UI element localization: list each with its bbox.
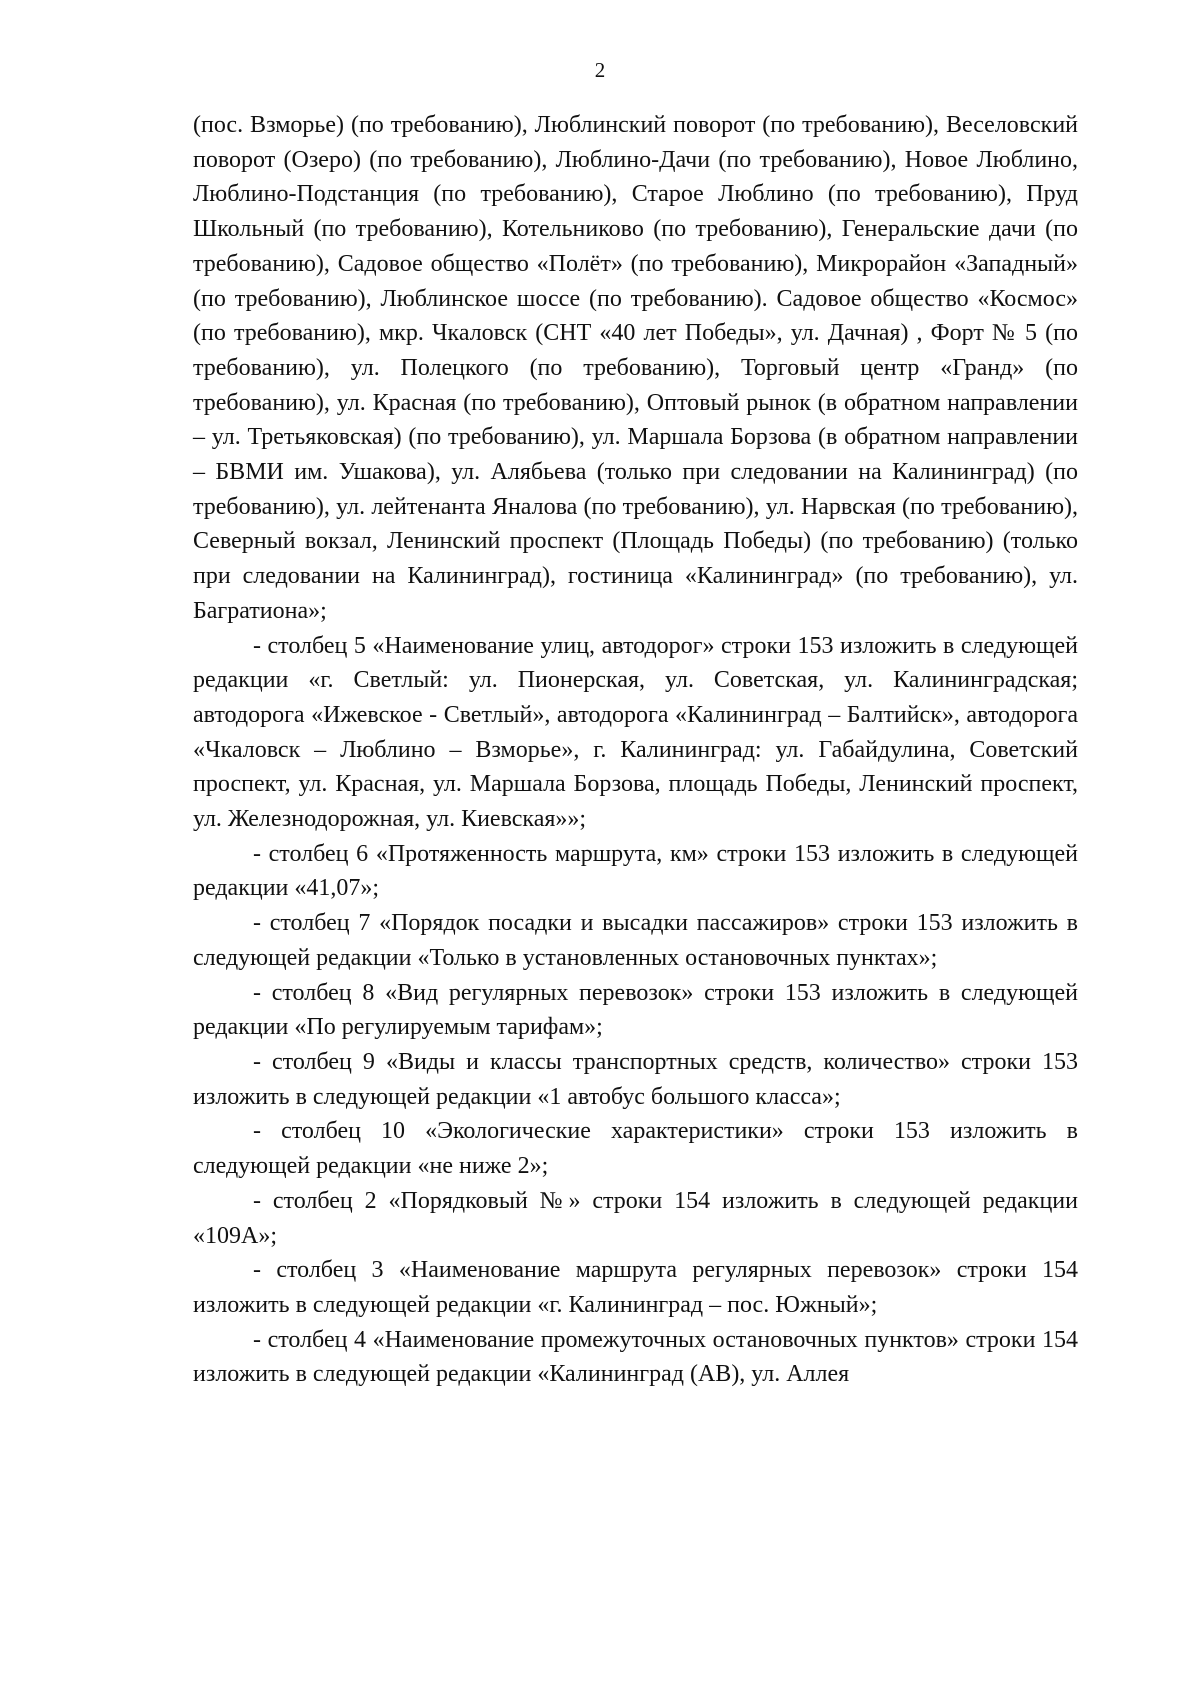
paragraph-stops-continuation: (пос. Взморье) (по требованию), Люблинский поворот (по требованию), Веселовский поворот (Озеро) (по требованию), Люблино-Дачи (по требованию), Новое Люблино, Люблино-Подстанция (по требованию), Старое Люблино (по требованию), Пруд Школьный (по требованию), Котельниково (по требованию), Генеральские дачи (по требованию), Садовое общество «Полёт» (по требованию), Микрорайон «Западный» (по требованию), Люблинское шоссе (по требованию). Садовое общество «Космос» (по требованию), мкр. Чкаловск (СНТ «40 лет Победы», ул. Дачная) , Форт № 5 (по требованию), ул. Полецкого (по требованию), Торговый центр «Гранд» (по требованию), ул. Красная (по требованию), Оптовый рынок (в обратном направлении – ул. Третьяковская) (по требованию), ул. Маршала Борзова (в обратном направлении – БВМИ им. Ушакова), ул. Алябьева (только при следовании на Калининград) (по требованию), ул. лейтенанта Яналова (по требованию), ул. Нарвская (по требованию), Северный вокзал, Ленинский проспект (Площадь Победы) (по требованию) (только при следовании на Калининград), гостиница «Калининград» (по требованию), ул. Багратиона»; [193,112,1078,624]
paragraph-column-10-row-153: - столбец 10 «Экологические характеристики» строки 153 изложить в следующей редакции «не ниже 2»; [193,1118,1078,1180]
paragraph-column-7-row-153: - столбец 7 «Порядок посадки и высадки пассажиров» строки 153 изложить в следующей редакции «Только в установленных остановочных пунктах»; [193,910,1078,971]
paragraph-column-4-row-154: - столбец 4 «Наименование промежуточных остановочных пунктов» строки 154 изложить в следующей редакции «Калининград (АВ), ул. Аллея [193,1326,1078,1388]
document-body [193,108,1078,1392]
paragraph-column-6-row-153: - столбец 6 «Протяженность маршрута, км» строки 153 изложить в следующей редакции «41,07»; [193,840,1078,902]
paragraph-column-9-row-153: - столбец 9 «Виды и классы транспортных средств, количество» строки 153 изложить в следующей редакции «1 автобус большого класса»; [193,1048,1078,1110]
paragraph-column-2-row-154: - столбец 2 «Порядковый №» строки 154 изложить в следующей редакции «109А»; [193,1187,1078,1249]
page-number: 2 [594,58,606,82]
paragraph-column-8-row-153: - столбец 8 «Вид регулярных перевозок» строки 153 изложить в следующей редакции «По регулируемым тарифам»; [193,979,1078,1041]
paragraph-column-5-row-153: - столбец 5 «Наименование улиц, автодорог» строки 153 изложить в следующей редакции «г. Светлый: ул. Пионерская, ул. Советская, ул. Калининградская; автодорога «Ижевское - Светлый», автодорога «Калининград – Балтийск», автодорога «Чкаловск – Люблино – Взморье», г. Калининград: ул. Габайдулина, Советский проспект, ул. Красная, ул. Маршала Борзова, площадь Победы, Ленинский проспект, ул. Железнодорожная, ул. Киевская»»; [193,632,1078,833]
paragraph-column-3-row-154: - столбец 3 «Наименование маршрута регулярных перевозок» строки 154 изложить в следующей редакции «г. Калининград – пос. Южный»; [193,1257,1078,1318]
